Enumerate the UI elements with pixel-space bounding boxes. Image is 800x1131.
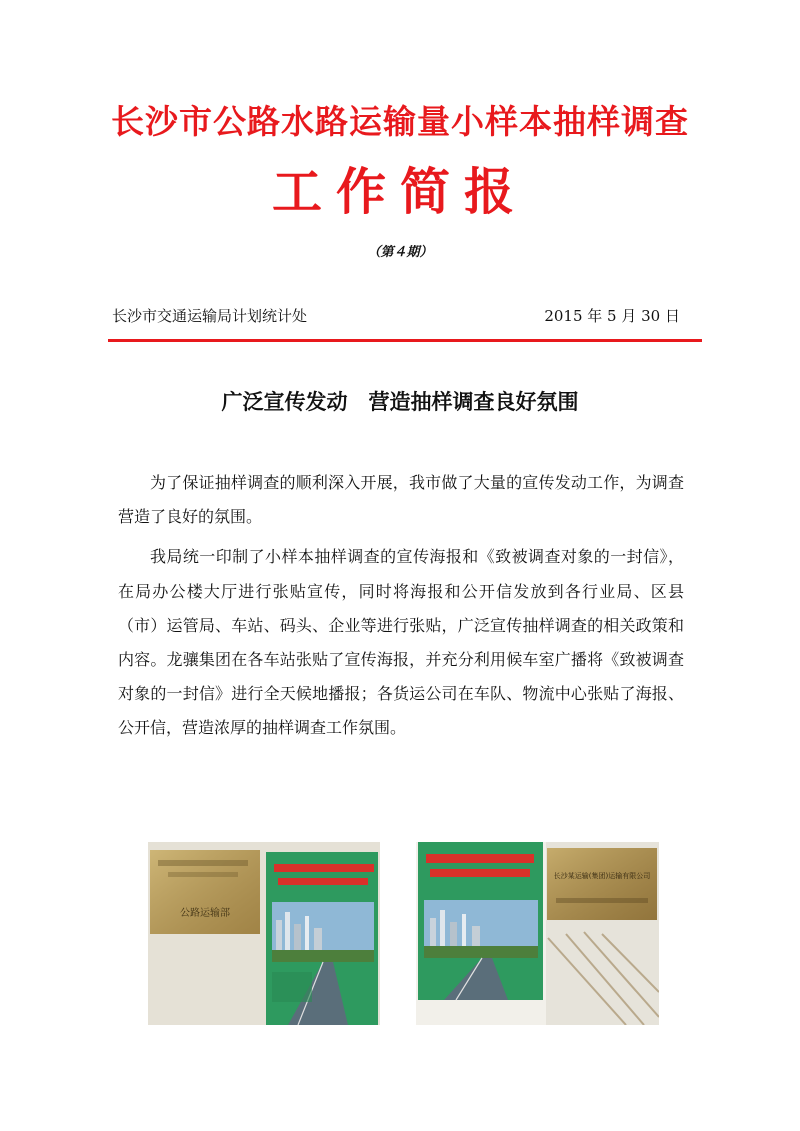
brass-plaque xyxy=(150,850,260,934)
plaque-text: 长沙某运输(集团)运输有限公司 xyxy=(553,872,651,880)
issue-number: （第４期） xyxy=(367,245,433,260)
poster xyxy=(266,852,378,1025)
bulletin-title: 长沙市公路水路运输量小样本抽样调查 xyxy=(111,102,689,141)
photo-poster-with-plaque-right xyxy=(416,842,659,1025)
article-paragraph: 为了保证抽样调查的顺利深入开展，我市做了大量的宣传发动工作，为调查营造了良好的氛围。 xyxy=(118,473,684,527)
article-headline: 广泛宣传发动 营造抽样调查良好氛围 xyxy=(221,390,579,414)
article-paragraph: 我局统一印制了小样本抽样调查的宣传海报和《致被调查对象的一封信》，在局办公楼大厅进行张贴宣传，同时将海报和公开信发放到各行业局、区县（市）运管局、车站、码头、企业等进行张贴，广泛宣传抽样调查的相关政策和内容。龙骧集团在各车站张贴了宣传海报，并充分利用候车室广播将《致被调查对象的一封信》进行全天候地播报；各货运公司在车队、物流中心张贴了海报、公开信，营造浓厚的抽样调查工作氛围。 xyxy=(118,547,684,738)
red-divider xyxy=(108,339,702,342)
photo-poster-with-plaque-left xyxy=(148,842,380,1025)
publish-date: 2015 年 5 月 30 日 xyxy=(544,307,680,325)
brass-plaque xyxy=(547,848,657,920)
bulletin-subtitle: 工作简报 xyxy=(272,162,528,221)
poster xyxy=(418,842,543,1000)
plaque-text: 公路运输部 xyxy=(180,908,230,919)
article-body xyxy=(118,466,684,746)
issuer-department: 长沙市交通运输局计划统计处 xyxy=(112,307,308,325)
